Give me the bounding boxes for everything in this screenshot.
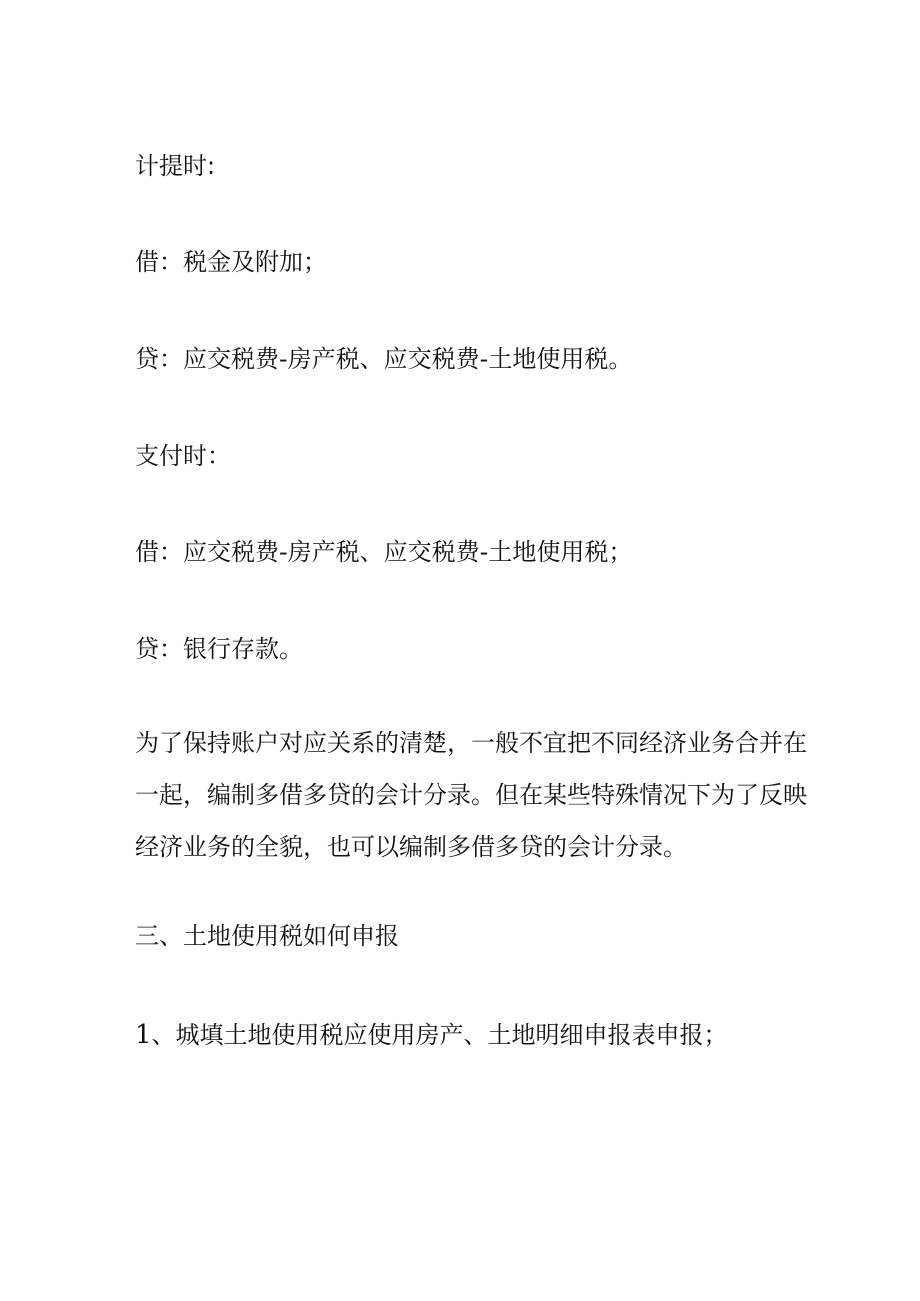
list-item-text: 、城填土地使用税应使用房产、土地明细申报表申报； — [151, 1021, 728, 1049]
list-item-number: 1 — [135, 1020, 152, 1050]
list-item — [135, 1019, 728, 1051]
note-paragraph — [135, 717, 807, 873]
accrual-credit-entry: 贷：应交税费-房产税、应交税费-土地使用税。 — [135, 345, 633, 373]
note-line: 为了保持账户对应关系的清楚，一般不宜把不同经济业务合并在 — [135, 729, 807, 757]
accrual-heading: 计提时: — [135, 152, 216, 180]
payment-debit-entry: 借：应交税费-房产税、应交税费-土地使用税； — [135, 538, 633, 566]
note-line: 经济业务的全貌，也可以编制多借多贷的会计分录。 — [135, 833, 687, 861]
note-line: 一起，编制多借多贷的会计分录。但在某些特殊情况下为了反映 — [135, 781, 807, 809]
section-heading: 三、土地使用税如何申报 — [135, 922, 399, 950]
payment-heading: 支付时： — [135, 442, 231, 470]
accrual-debit-entry: 借：税金及附加； — [135, 248, 327, 276]
payment-credit-entry: 贷：银行存款。 — [135, 635, 303, 663]
